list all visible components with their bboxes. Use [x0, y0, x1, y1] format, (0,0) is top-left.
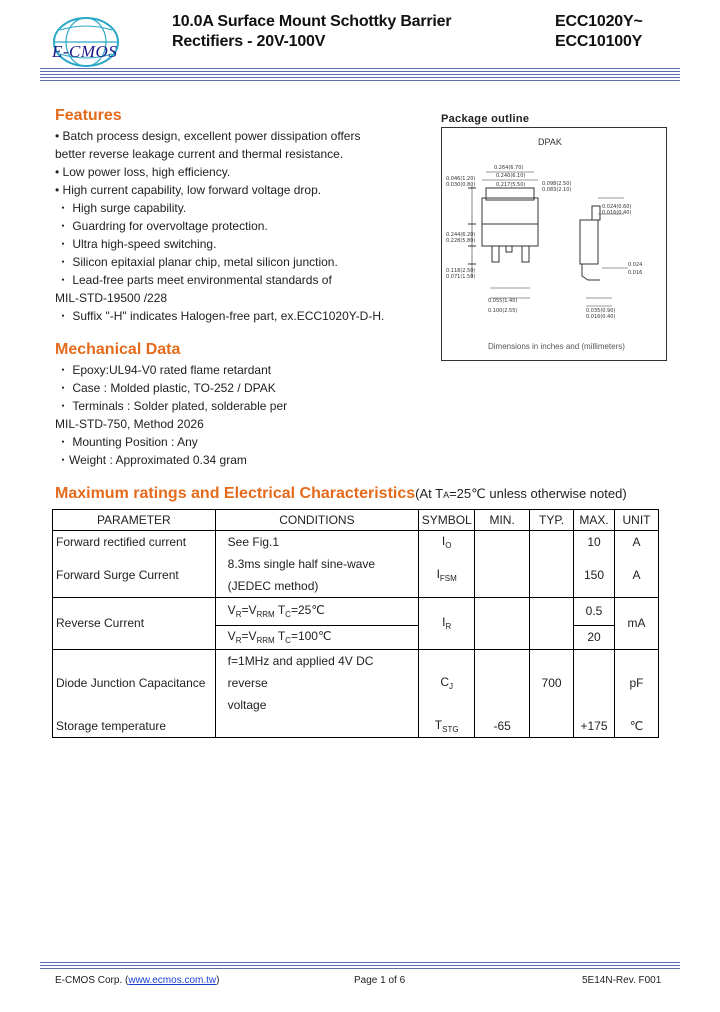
cell-max: 0.5 — [574, 597, 615, 625]
cell-typ — [530, 716, 574, 738]
mechanical-line: MIL-STD-750, Method 2026 — [55, 417, 204, 431]
col-header: SYMBOL — [419, 510, 475, 531]
svg-text:0.071(1.50): 0.071(1.50) — [446, 274, 476, 280]
table-row — [53, 531, 659, 553]
cell-conditions — [215, 716, 419, 738]
feature-line: • Batch process design, excellent power dissipation offers — [55, 129, 361, 143]
footer-divider — [40, 962, 680, 969]
table-row — [53, 716, 659, 738]
ratings-heading — [55, 485, 627, 503]
col-header: MIN. — [475, 510, 530, 531]
cell-typ — [530, 553, 574, 598]
title-line-1: 10.0A Surface Mount Schottky Barrier — [172, 13, 452, 30]
svg-text:0.264(6.70): 0.264(6.70) — [494, 165, 524, 171]
svg-text:0.240(6.10): 0.240(6.10) — [496, 173, 526, 179]
col-header: MAX. — [574, 510, 615, 531]
header-divider — [40, 68, 680, 81]
part-numbers — [555, 12, 643, 52]
table-row — [53, 597, 659, 625]
cell-min — [475, 531, 530, 553]
feature-line: ・ Ultra high-speed switching. — [57, 237, 217, 251]
feature-line: MIL-STD-19500 /228 — [55, 291, 168, 305]
feature-line: ・ High surge capability. — [57, 201, 187, 215]
cell-parameter: Reverse Current — [53, 597, 216, 649]
mechanical-line: ・ Case : Molded plastic, TO-252 / DPAK — [57, 381, 276, 395]
cell-symbol: $I_O$ — [419, 531, 475, 553]
svg-text:0.055(1.40): 0.055(1.40) — [488, 298, 518, 304]
svg-text:0.030(0.80): 0.030(0.80) — [446, 182, 476, 188]
features-heading: Features — [55, 107, 122, 124]
feature-line: ・ Silicon epitaxial planar chip, metal silicon junction. — [57, 255, 338, 269]
cell-max: 10 — [574, 531, 615, 553]
cell-parameter: Forward Surge Current — [53, 553, 216, 598]
cell-max: +175 — [574, 716, 615, 738]
package-outline-drawing — [441, 127, 667, 361]
ratings-table — [52, 509, 659, 738]
svg-text:0.016(0.40): 0.016(0.40) — [586, 314, 616, 320]
svg-text:0.046(1.20): 0.046(1.20) — [446, 176, 476, 182]
mechanical-line: ・ Mounting Position : Any — [57, 435, 198, 449]
svg-text:0.016(0.40): 0.016(0.40) — [602, 210, 632, 216]
cell-max: 150 — [574, 553, 615, 598]
feature-line: • High current capability, low forward voltage drop. — [55, 183, 322, 197]
cell-conditions: $V_R=V_{RRM}$ $T_C=25℃$ — [215, 597, 419, 625]
cell-symbol: $T_{STG}$ — [419, 716, 475, 738]
col-header: CONDITIONS — [215, 510, 419, 531]
cell-unit: mA — [615, 597, 659, 649]
cell-unit: ℃ — [615, 716, 659, 738]
col-header: UNIT — [615, 510, 659, 531]
table-row — [53, 649, 659, 716]
svg-text:0.098(2.50): 0.098(2.50) — [542, 181, 572, 187]
ratings-heading-title: Maximum ratings and Electrical Characteristics — [55, 485, 416, 502]
company-logo — [46, 14, 124, 70]
cell-typ — [530, 597, 574, 649]
col-header: PARAMETER — [53, 510, 216, 531]
cell-conditions: 8.3ms single half sine-wave (JEDEC method) — [215, 553, 419, 598]
ratings-note-suffix: =25℃ unless otherwise noted) — [449, 486, 627, 501]
part-number-1: ECC1020Y~ — [555, 13, 643, 30]
package-label: DPAK — [538, 137, 562, 147]
ratings-note-sub: A — [443, 490, 450, 500]
svg-text:0.228(5.80): 0.228(5.80) — [446, 238, 476, 244]
cell-min — [475, 649, 530, 716]
title-line-2: Rectifiers - 20V-100V — [172, 33, 326, 50]
svg-text:0.083(2.10): 0.083(2.10) — [542, 187, 572, 193]
footer-company: E-CMOS Corp. (www.ecmos.com.tw) — [55, 975, 220, 986]
logo-text: E-CMOS — [52, 42, 118, 61]
dpak-dimension-drawing — [442, 128, 668, 362]
svg-text:0.217(5.50): 0.217(5.50) — [496, 182, 526, 188]
svg-text:0.016: 0.016 — [628, 270, 643, 276]
mechanical-line: ・ Terminals : Solder plated, solderable per — [57, 399, 288, 413]
svg-text:0.024(0.60): 0.024(0.60) — [602, 204, 632, 210]
cell-typ — [530, 531, 574, 553]
cell-parameter: Forward rectified current — [53, 531, 216, 553]
cell-conditions: See Fig.1 — [215, 531, 419, 553]
cell-max — [574, 649, 615, 716]
cell-symbol: $I_{FSM}$ — [419, 553, 475, 598]
footer-page-number: Page 1 of 6 — [354, 975, 406, 986]
cell-min — [475, 597, 530, 649]
cell-unit: pF — [615, 649, 659, 716]
table-row — [53, 553, 659, 598]
feature-line: better reverse leakage current and thermal resistance. — [55, 147, 344, 161]
cell-unit: A — [615, 553, 659, 598]
cell-min: -65 — [475, 716, 530, 738]
cell-conditions: $V_R=V_{RRM}$ $T_C=100℃$ — [215, 625, 419, 649]
svg-text:0.035(0.90): 0.035(0.90) — [586, 308, 616, 314]
svg-text:0.118(2.50): 0.118(2.50) — [446, 268, 476, 274]
package-dimension-note: Dimensions in inches and (millimeters) — [488, 342, 625, 351]
feature-line: ・ Lead-free parts meet environmental standards of — [57, 273, 332, 287]
cell-typ: 700 — [530, 649, 574, 716]
table-header-row — [53, 510, 659, 531]
company-website-link[interactable]: www.ecmos.com.tw — [128, 975, 217, 986]
cell-parameter: Diode Junction Capacitance — [53, 649, 216, 716]
document-title — [172, 12, 451, 52]
cell-conditions: f=1MHz and applied 4V DC reverse voltage — [215, 649, 419, 716]
mechanical-line: ・ Epoxy:UL94-V0 rated flame retardant — [57, 363, 272, 377]
cell-symbol: $C_J$ — [419, 649, 475, 716]
cell-parameter: Storage temperature — [53, 716, 216, 738]
part-number-2: ECC10100Y — [555, 33, 643, 50]
mechanical-line: ・Weight : Approximated 0.34 gram — [57, 453, 247, 467]
svg-text:0.100(2.55): 0.100(2.55) — [488, 308, 518, 314]
svg-text:0.244(6.20): 0.244(6.20) — [446, 232, 476, 238]
cell-unit: A — [615, 531, 659, 553]
footer-revision: 5E14N-Rev. F001 — [582, 975, 662, 986]
cell-max: 20 — [574, 625, 615, 649]
feature-line: ・ Guardring for overvoltage protection. — [57, 219, 268, 233]
col-header: TYP. — [530, 510, 574, 531]
svg-text:0.024: 0.024 — [628, 262, 643, 268]
mechanical-heading: Mechanical Data — [55, 341, 181, 358]
ratings-note-prefix: (At T — [415, 486, 444, 501]
cell-min — [475, 553, 530, 598]
package-outline-title: Package outline — [441, 113, 530, 125]
feature-line: • Low power loss, high efficiency. — [55, 165, 231, 179]
cell-symbol: $I_R$ — [419, 597, 475, 649]
feature-line: ・ Suffix "-H" indicates Halogen-free part, ex.ECC1020Y-D-H. — [57, 309, 385, 323]
